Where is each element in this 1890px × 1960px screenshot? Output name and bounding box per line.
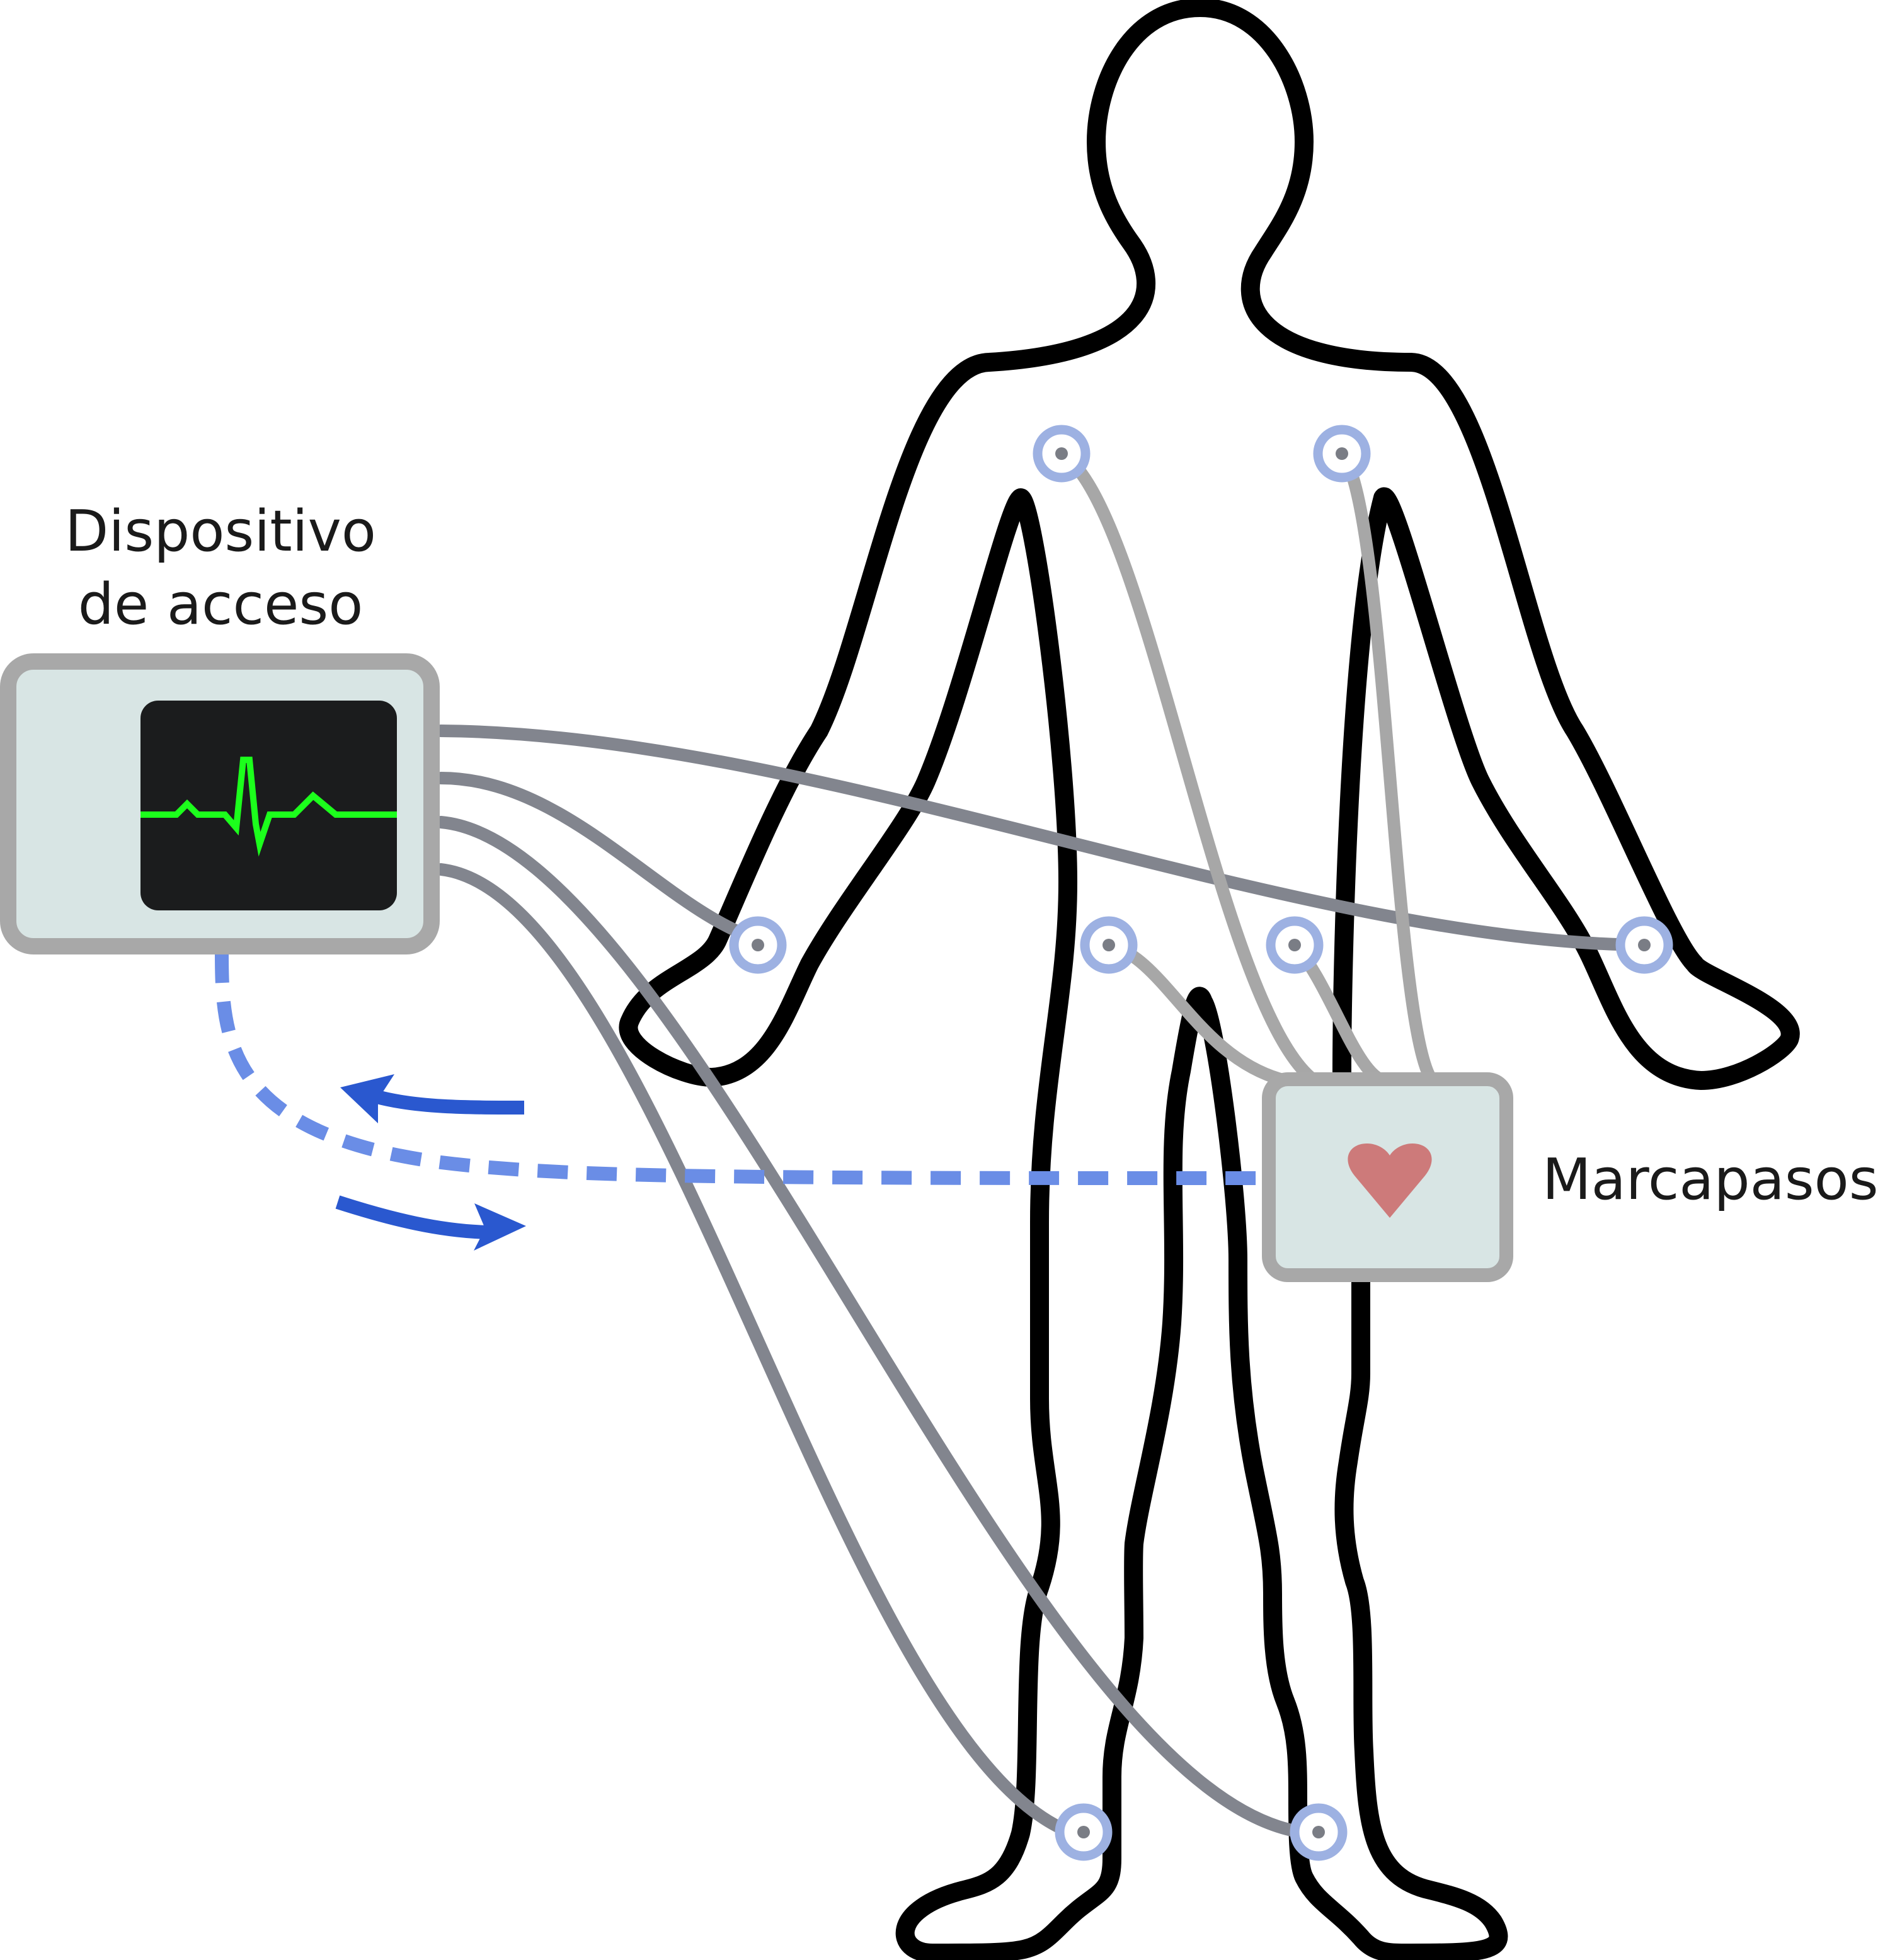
access-device-label-line2: de acceso bbox=[77, 571, 364, 638]
electrode-abdomen-right bbox=[1271, 921, 1319, 969]
pacemaker-label: Marcapasos bbox=[1542, 1147, 1879, 1213]
electrodes bbox=[734, 430, 1668, 1856]
cable-to-left-foot bbox=[441, 869, 1084, 1837]
electrode-right-chest bbox=[1318, 430, 1366, 478]
access-device-label-line1: Dispositivo bbox=[65, 498, 376, 565]
cable-to-left-hand bbox=[441, 778, 756, 939]
pacemaker-lead-left-chest bbox=[1062, 454, 1310, 1077]
arrow-right bbox=[338, 1202, 491, 1232]
electrode-right-foot bbox=[1295, 1808, 1343, 1856]
human-body-outline bbox=[628, 8, 1790, 1953]
electrode-left-chest bbox=[1038, 430, 1085, 478]
access-device-screen bbox=[140, 701, 397, 910]
access-device bbox=[8, 662, 432, 946]
electrode-left-foot bbox=[1060, 1808, 1108, 1856]
electrode-left-hand bbox=[734, 921, 782, 969]
pacemaker bbox=[1269, 1079, 1506, 1275]
electrode-right-hand bbox=[1620, 921, 1668, 969]
arrow-left bbox=[375, 1096, 524, 1108]
electrode-abdomen-left bbox=[1085, 921, 1133, 969]
